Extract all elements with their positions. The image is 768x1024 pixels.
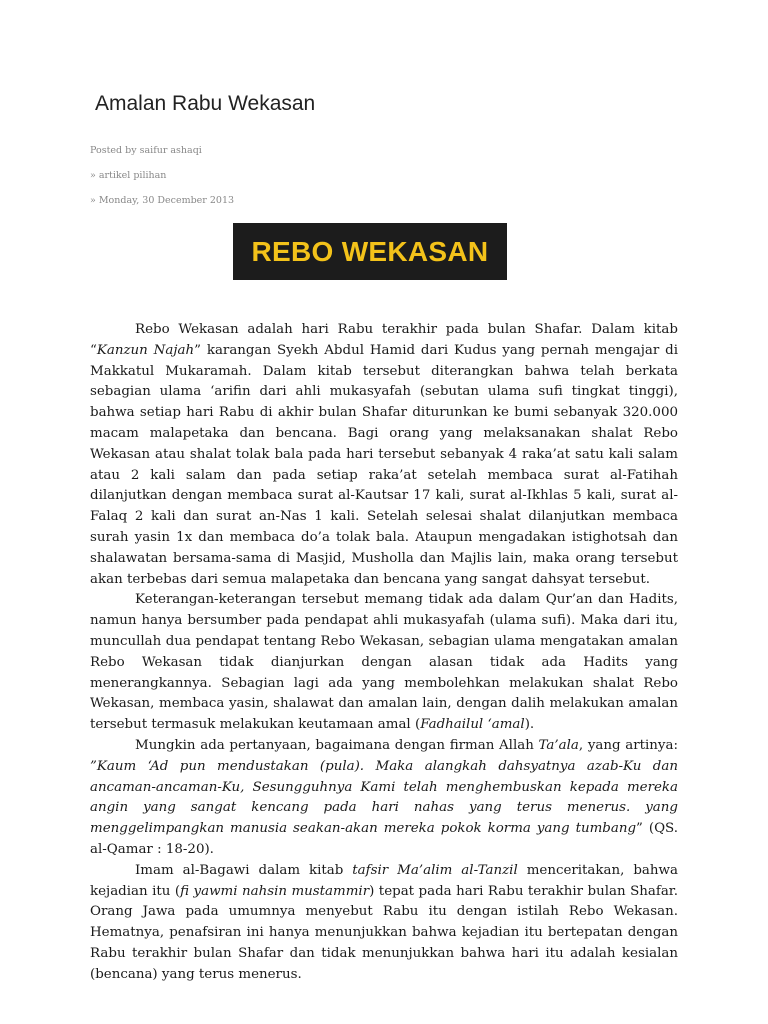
paragraph-text: ” (QS. al-Qamar : 18-20). bbox=[90, 821, 678, 857]
italic-text: tafsir Ma’alim al-Tanzil bbox=[352, 862, 518, 878]
post-author: Posted by saifur ashaqi bbox=[90, 145, 202, 156]
paragraph-text: Keterangan-keterangan tersebut memang tidak ada dalam Qur’an dan Hadits, namun hanya bersumber pada pendapat ahli mukasyafah (ulama sufi). Maka dari itu, muncullah dua pendapat tentang Rebo Wekasan, sebagian ulama mengatakan amalan Rebo Wekasan tidak dianjurkan dengan alasan tidak ada Hadits yang menerangkannya. Sebagian lagi ada yang membolehkan melakukan shalat Rebo Wekasan, membaca yasin, shalawat dan amalan lain, dengan dalih melakukan amalan tersebut termasuk melakukan keutamaan amal ( bbox=[90, 592, 678, 733]
paragraph-text: ” karangan Syekh Abdul Hamid dari Kudus yang pernah mengajar di Makkatul Mukaramah. Dalam kitab tersebut diterangkan bahwa telah berkata sebagian ulama ‘arifin dari ahli mukasyafah (sebutan ulama sufi tingkat tinggi), bahwa setiap hari Rabu di akhir bulan Shafar diturunkan ke bumi sebanyak 320.000 macam malapetaka dan bencana. Bagi orang yang melaksanakan shalat Rebo Wekasan atau shalat tolak bala pada hari tersebut sebanyak 4 raka’at satu kali salam atau 2 kali salam dan pada setiap raka’at setelah membaca surat al-Fatihah dilanjutkan dengan membaca surat al-Kautsar 17 kali, surat al-Ikhlas 5 kali, surat al-Falaq 2 kali dan surat an-Nas 1 kali. Setelah selesai shalat dilanjutkan membaca surah yasin 1x dan membaca do’a tolak bala. Ataupun mengadakan istighotsah dan shalawatan bersama-sama di Masjid, Musholla dan Majlis lain, maka orang tersebut akan terbebas dari semua malapetaka dan bencana yang sangat dahsyat tersebut. bbox=[90, 342, 678, 587]
paragraph-text: Mungkin ada pertanyaan, bagaimana dengan firman Allah bbox=[135, 737, 539, 753]
italic-text: fi yawmi nahsin mustammir bbox=[180, 883, 370, 899]
post-category-link[interactable]: » artikel pilihan bbox=[90, 170, 167, 181]
page-title: Amalan Rabu Wekasan bbox=[95, 92, 316, 115]
paragraph-text: menceritakan, bahwa kejadian itu ( bbox=[90, 862, 678, 899]
paragraph-text: Rebo Wekasan adalah hari Rabu terakhir pada bulan Shafar. Dalam kitab “ bbox=[90, 322, 678, 358]
article-paragraph bbox=[90, 590, 678, 736]
paragraph-text: , yang artinya: bbox=[578, 737, 678, 753]
paragraph-text: ). bbox=[524, 717, 535, 733]
rebo-wekasan-banner-image bbox=[233, 223, 507, 280]
italic-text: Ta’ala bbox=[538, 737, 579, 753]
paragraph-text: ) tepat pada hari Rabu terakhir bulan Shafar. Orang Jawa pada umumnya menyebut Rabu itu dengan istilah Rebo Wekasan. Hematnya, penafsiran ini hanya menunjukkan bahwa kejadian itu bertepatan dengan Rabu terakhir bulan Shafar dan tidak menunjukkan bahwa hari itu adalah kesialan (bencana) yang terus menerus. bbox=[90, 883, 678, 982]
article-paragraph bbox=[90, 736, 678, 861]
italic-text: ”Kaum ‘Ad pun mendustakan (pula). Maka alangkah dahsyatnya azab-Ku dan ancaman-ancaman-Ku, Sesungguhnya Kami telah menghembuskan kepada mereka angin yang sangat kencang pada hari nahas yang terus menerus. yang menggelimpangkan manusia seakan-akan mereka pokok korma yang tumbang bbox=[90, 758, 678, 837]
article-body bbox=[90, 320, 678, 986]
banner-text: REBO WEKASAN bbox=[251, 235, 489, 267]
post-date: » Monday, 30 December 2013 bbox=[90, 195, 235, 206]
italic-text: Fadhailul ‘amal bbox=[420, 717, 525, 733]
italic-text: Kanzun Najah bbox=[96, 342, 195, 358]
article-paragraph bbox=[90, 320, 678, 590]
article-paragraph bbox=[90, 861, 678, 986]
paragraph-text: Imam al-Bagawi dalam kitab bbox=[135, 862, 353, 878]
